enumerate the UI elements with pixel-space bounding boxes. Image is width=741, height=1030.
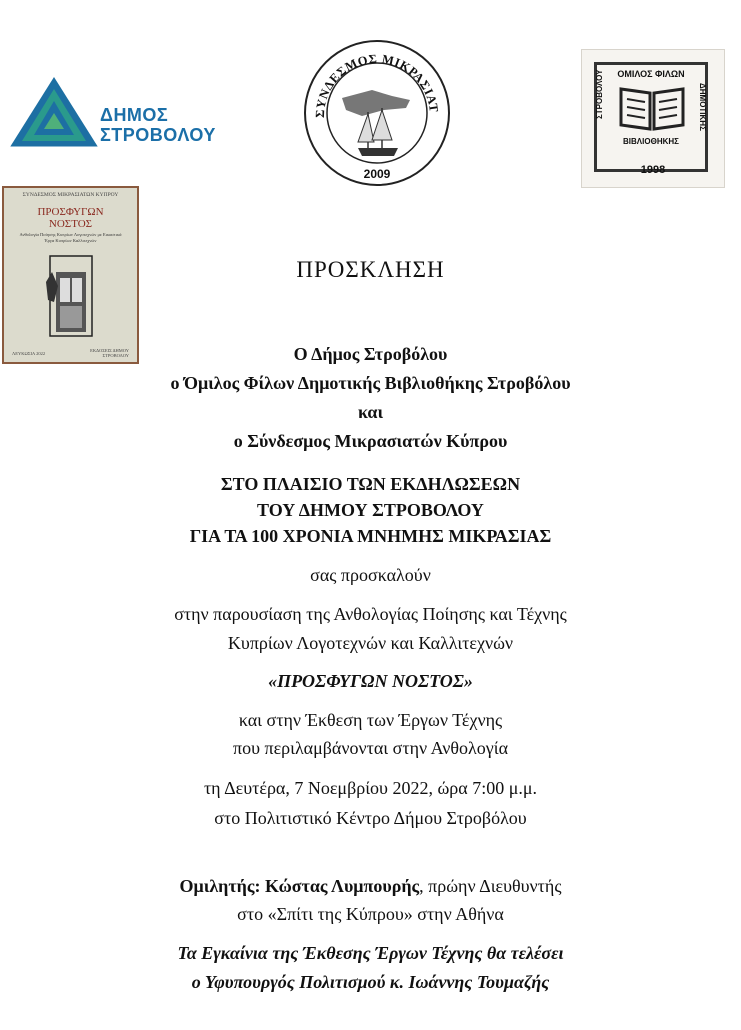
friends-library-stamp <box>581 49 725 188</box>
logo-line-1: ΔΗΜΟΣ <box>100 105 169 125</box>
speaker-name: Ομιλητής: Κώστας Λυμπουρής <box>179 876 420 896</box>
dimos-strovolou-logo <box>8 75 223 150</box>
book-footer-right: ΕΚΔΟΣΕΙΣ ΔΗΜΟΥ ΣΤΡΟΒΟΛΟΥ <box>90 348 129 358</box>
presentation-line-2: Κυπρίων Λογοτεχνών και Καλλιτεχνών <box>227 633 514 653</box>
book-footer-left: ΛΕΥΚΩΣΙΑ 2022 <box>12 351 46 356</box>
logo-line-2: ΣΤΡΟΒΟΛΟΥ <box>100 125 216 145</box>
stamp-left-text: ΣΤΡΟΒΟΛΟΥ <box>595 69 604 119</box>
triangle-logo-icon <box>8 75 100 150</box>
host-line-4: ο Σύνδεσμος Μικρασιατών Κύπρου <box>233 431 508 451</box>
context-line-2: ΤΟΥ ΔΗΜΟΥ ΣΤΡΟΒΟΛΟΥ <box>257 500 484 520</box>
stamp-bottom-text: ΒΙΒΛΙΟΘΗΚΗΣ <box>623 137 679 146</box>
invite-line: σας προσκαλούν <box>310 565 431 585</box>
syndesmos-seal <box>302 38 452 188</box>
seal-ship-icon <box>302 38 452 188</box>
book-title: ΠΡΟΣΦΥΓΩΝ ΝΟΣΤΟΣ <box>37 206 104 230</box>
opening-line-2: ο Υφυπουργός Πολιτισμού κ. Ιωάννης Τουμαζής <box>191 972 550 992</box>
stamp-year: 1998 <box>640 164 666 176</box>
open-book-icon <box>619 83 685 133</box>
exhibition-line-1: και στην Έκθεση των Έργων Τέχνης <box>238 710 503 730</box>
speaker-role: , πρώην Διευθυντής <box>419 876 562 896</box>
host-line-1: Ο Δήμος Στροβόλου <box>293 344 448 364</box>
book-title-line: «ΠΡΟΣΦΥΓΩΝ ΝΟΣΤΟΣ» <box>268 671 473 691</box>
stamp-right-text: ΔΗΜΟΤΙΚΗΣ <box>698 83 707 131</box>
opening-line-1: Τα Εγκαίνια της Έκθεσης Έργων Τέχνης θα τελέσει <box>177 943 564 963</box>
presentation-line-1: στην παρουσίαση της Ανθολογίας Ποίησης και Τέχνης <box>174 604 567 624</box>
exhibition-line-2: που περιλαμβάνονται στην Ανθολογία <box>232 738 509 758</box>
context-line-1: ΣΤΟ ΠΛΑΙΣΙΟ ΤΩΝ ΕΚΔΗΛΩΣΕΩΝ <box>220 474 521 494</box>
svg-text:ΣΥΝΔΕΣΜΟΣ ΜΙΚΡΑΣΙΑΤΩΝ ΚΥΠΡΟΥ: ΣΥΝΔΕΣΜΟΣ ΜΙΚΡΑΣΙΑΤ <box>312 51 441 119</box>
datetime-line: τη Δευτέρα, 7 Νοεμβρίου 2022, ώρα 7:00 μ.μ. <box>203 778 538 798</box>
page-title: ΠΡΟΣΚΛΗΣΗ <box>296 257 445 282</box>
venue-line: στο Πολιτιστικό Κέντρο Δήμου Στροβόλου <box>214 808 527 828</box>
context-line-3: ΓΙΑ ΤΑ 100 ΧΡΟΝΙΑ ΜΝΗΜΗΣ ΜΙΚΡΑΣΙΑΣ <box>189 526 552 546</box>
host-line-2: ο Όμιλος Φίλων Δημοτικής Βιβλιοθήκης Στροβόλου <box>170 373 571 393</box>
host-line-3: και <box>357 402 384 422</box>
speaker-role-line-2: στο «Σπίτι της Κύπρου» στην Αθήνα <box>237 904 504 924</box>
book-subtitle: Ανθολογία Ποίησης Κυπρίων Λογοτεχνών με Εικαστικά Έργα Κυπρίων Καλλιτεχνών <box>19 232 122 243</box>
book-header: ΣΥΝΔΕΣΜΟΣ ΜΙΚΡΑΣΙΑΤΩΝ ΚΥΠΡΟΥ <box>22 192 119 198</box>
speaker-line <box>0 876 741 897</box>
stamp-top-text: ΟΜΙΛΟΣ ΦΙΛΩΝ <box>617 69 685 79</box>
svg-text:2009: 2009 <box>363 167 391 181</box>
